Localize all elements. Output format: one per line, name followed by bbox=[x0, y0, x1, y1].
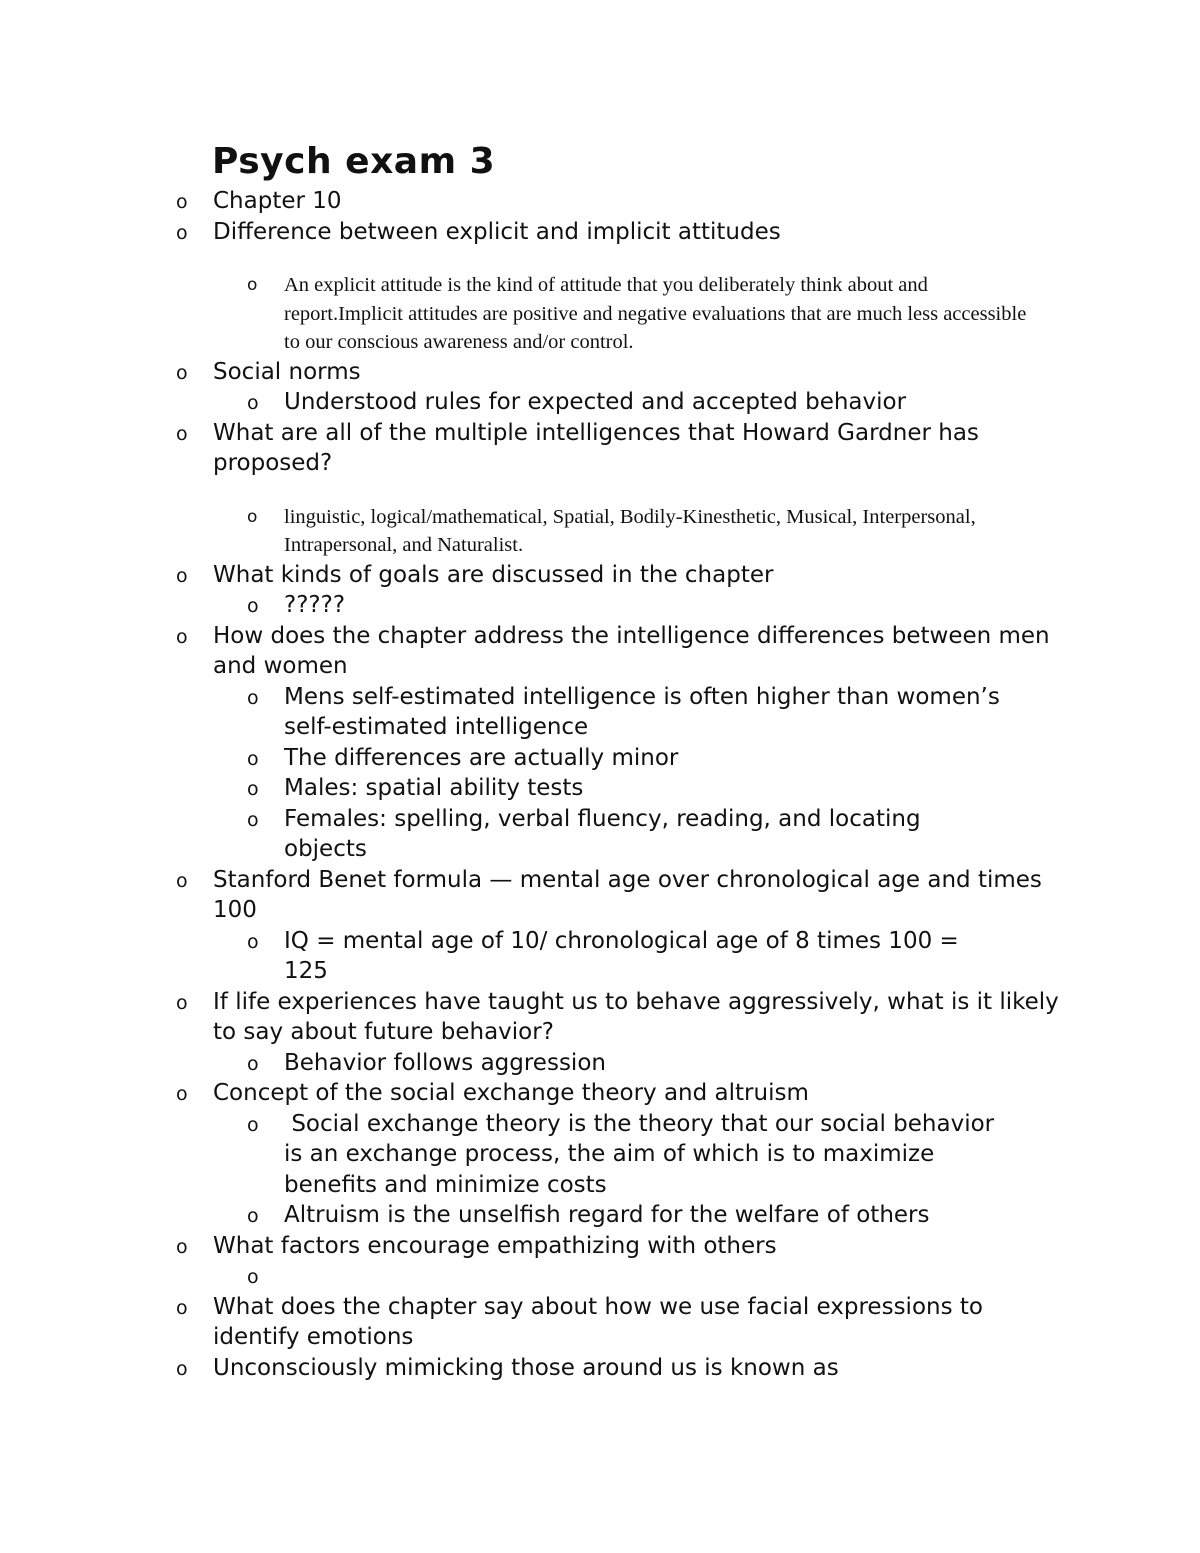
bullet-icon: o bbox=[176, 422, 188, 445]
bullet-icon: o bbox=[247, 506, 258, 527]
bullet-icon: o bbox=[176, 221, 188, 244]
item-text: linguistic, logical/mathematical, Spatial, Bodily-Kinesthetic, Musical, Interpersonal, Intrapersonal, and Naturalist. bbox=[284, 505, 976, 556]
item-text: An explicit attitude is the kind of attitude that you deliberately think about and report.Implicit attitudes are positive and negative evaluations that are much less accessible to our conscious awareness and/or control. bbox=[284, 274, 1027, 353]
item-text: Behavior follows aggression bbox=[284, 1049, 606, 1076]
item-text: How does the chapter address the intelligence differences between men and women bbox=[213, 622, 1050, 679]
item-text: Chapter 10 bbox=[213, 188, 342, 214]
item-text: Understood rules for expected and accepted behavior bbox=[284, 389, 907, 415]
bullet-icon: o bbox=[247, 930, 259, 953]
bullet-icon: o bbox=[176, 1083, 188, 1105]
outline-list bbox=[0, 186, 1200, 1383]
bullet-icon: o bbox=[176, 1235, 188, 1258]
bullet-icon: o bbox=[247, 686, 259, 709]
list-item bbox=[0, 271, 1044, 357]
item-text: What does the chapter say about how we use facial expressions to identify emotions bbox=[213, 1293, 983, 1350]
list-item bbox=[0, 1231, 1063, 1262]
bullet-icon: o bbox=[247, 275, 258, 295]
list-item bbox=[0, 418, 1063, 479]
item-text: Altruism is the unselfish regard for the welfare of others bbox=[284, 1202, 930, 1228]
list-item bbox=[0, 804, 1004, 865]
bullet-icon: o bbox=[247, 1052, 259, 1075]
item-text: What kinds of goals are discussed in the chapter bbox=[213, 561, 774, 588]
bullet-icon: o bbox=[176, 991, 188, 1014]
list-item bbox=[0, 590, 1004, 621]
list-item bbox=[0, 1353, 1063, 1384]
bullet-icon: o bbox=[247, 595, 259, 617]
item-text: Social norms bbox=[213, 358, 361, 385]
item-text: Mens self-estimated intelligence is often higher than women’s self-estimated intelligence bbox=[284, 683, 1000, 740]
list-item bbox=[0, 743, 1004, 774]
item-text: What are all of the multiple intelligences that Howard Gardner has proposed? bbox=[213, 419, 979, 476]
list-item bbox=[0, 621, 1063, 682]
list-item bbox=[0, 865, 1063, 926]
bullet-icon: o bbox=[247, 747, 259, 770]
bullet-icon: o bbox=[176, 869, 188, 892]
list-item bbox=[0, 1200, 1004, 1231]
list-item bbox=[0, 987, 1063, 1048]
list-item bbox=[0, 357, 1063, 388]
list-item bbox=[0, 560, 1063, 591]
document-title: Psych exam 3 bbox=[212, 141, 496, 182]
bullet-icon: o bbox=[247, 808, 259, 831]
item-text: Concept of the social exchange theory and altruism bbox=[213, 1080, 809, 1106]
item-text: Females: spelling, verbal fluency, reading, and locating objects bbox=[284, 805, 921, 862]
item-text: IQ = mental age of 10/ chronological age of 8 times 100 = 125 bbox=[284, 927, 959, 984]
list-item bbox=[0, 503, 1044, 560]
bullet-icon: o bbox=[247, 1205, 259, 1227]
bullet-icon: o bbox=[176, 564, 188, 587]
list-item bbox=[0, 186, 1063, 217]
bullet-icon: o bbox=[176, 191, 188, 213]
item-text: Difference between explicit and implicit attitudes bbox=[213, 218, 781, 245]
list-item-empty bbox=[0, 1261, 1004, 1292]
list-item bbox=[0, 1292, 1063, 1353]
bullet-icon: o bbox=[247, 392, 259, 414]
bullet-icon: o bbox=[176, 625, 188, 648]
item-text: Social exchange theory is the theory that our social behavior is an exchange process, the aim of which is to maximize benefits and minimize costs bbox=[284, 1110, 1002, 1198]
item-text: Unconsciously mimicking those around us is known as bbox=[213, 1354, 839, 1381]
list-item bbox=[0, 926, 1004, 987]
item-text: The differences are actually minor bbox=[284, 744, 679, 771]
list-item bbox=[0, 1048, 1004, 1079]
bullet-icon: o bbox=[247, 778, 259, 800]
bullet-icon: o bbox=[176, 1357, 188, 1380]
list-item bbox=[0, 1078, 1063, 1109]
list-item bbox=[0, 773, 1004, 804]
bullet-icon: o bbox=[247, 1113, 259, 1136]
item-text: What factors encourage empathizing with others bbox=[213, 1232, 777, 1259]
bullet-icon: o bbox=[176, 1296, 188, 1319]
item-text: If life experiences have taught us to behave aggressively, what is it likely to say about future behavior? bbox=[213, 988, 1059, 1045]
item-text: Stanford Benet formula — mental age over chronological age and times 100 bbox=[213, 866, 1042, 923]
item-text: Males: spatial ability tests bbox=[284, 775, 584, 801]
list-item bbox=[0, 1109, 1004, 1201]
bullet-icon: o bbox=[176, 361, 188, 384]
item-text: ????? bbox=[284, 592, 346, 618]
bullet-icon: o bbox=[247, 1266, 259, 1288]
list-item bbox=[0, 217, 1063, 248]
list-item bbox=[0, 682, 1004, 743]
list-item bbox=[0, 387, 1004, 418]
